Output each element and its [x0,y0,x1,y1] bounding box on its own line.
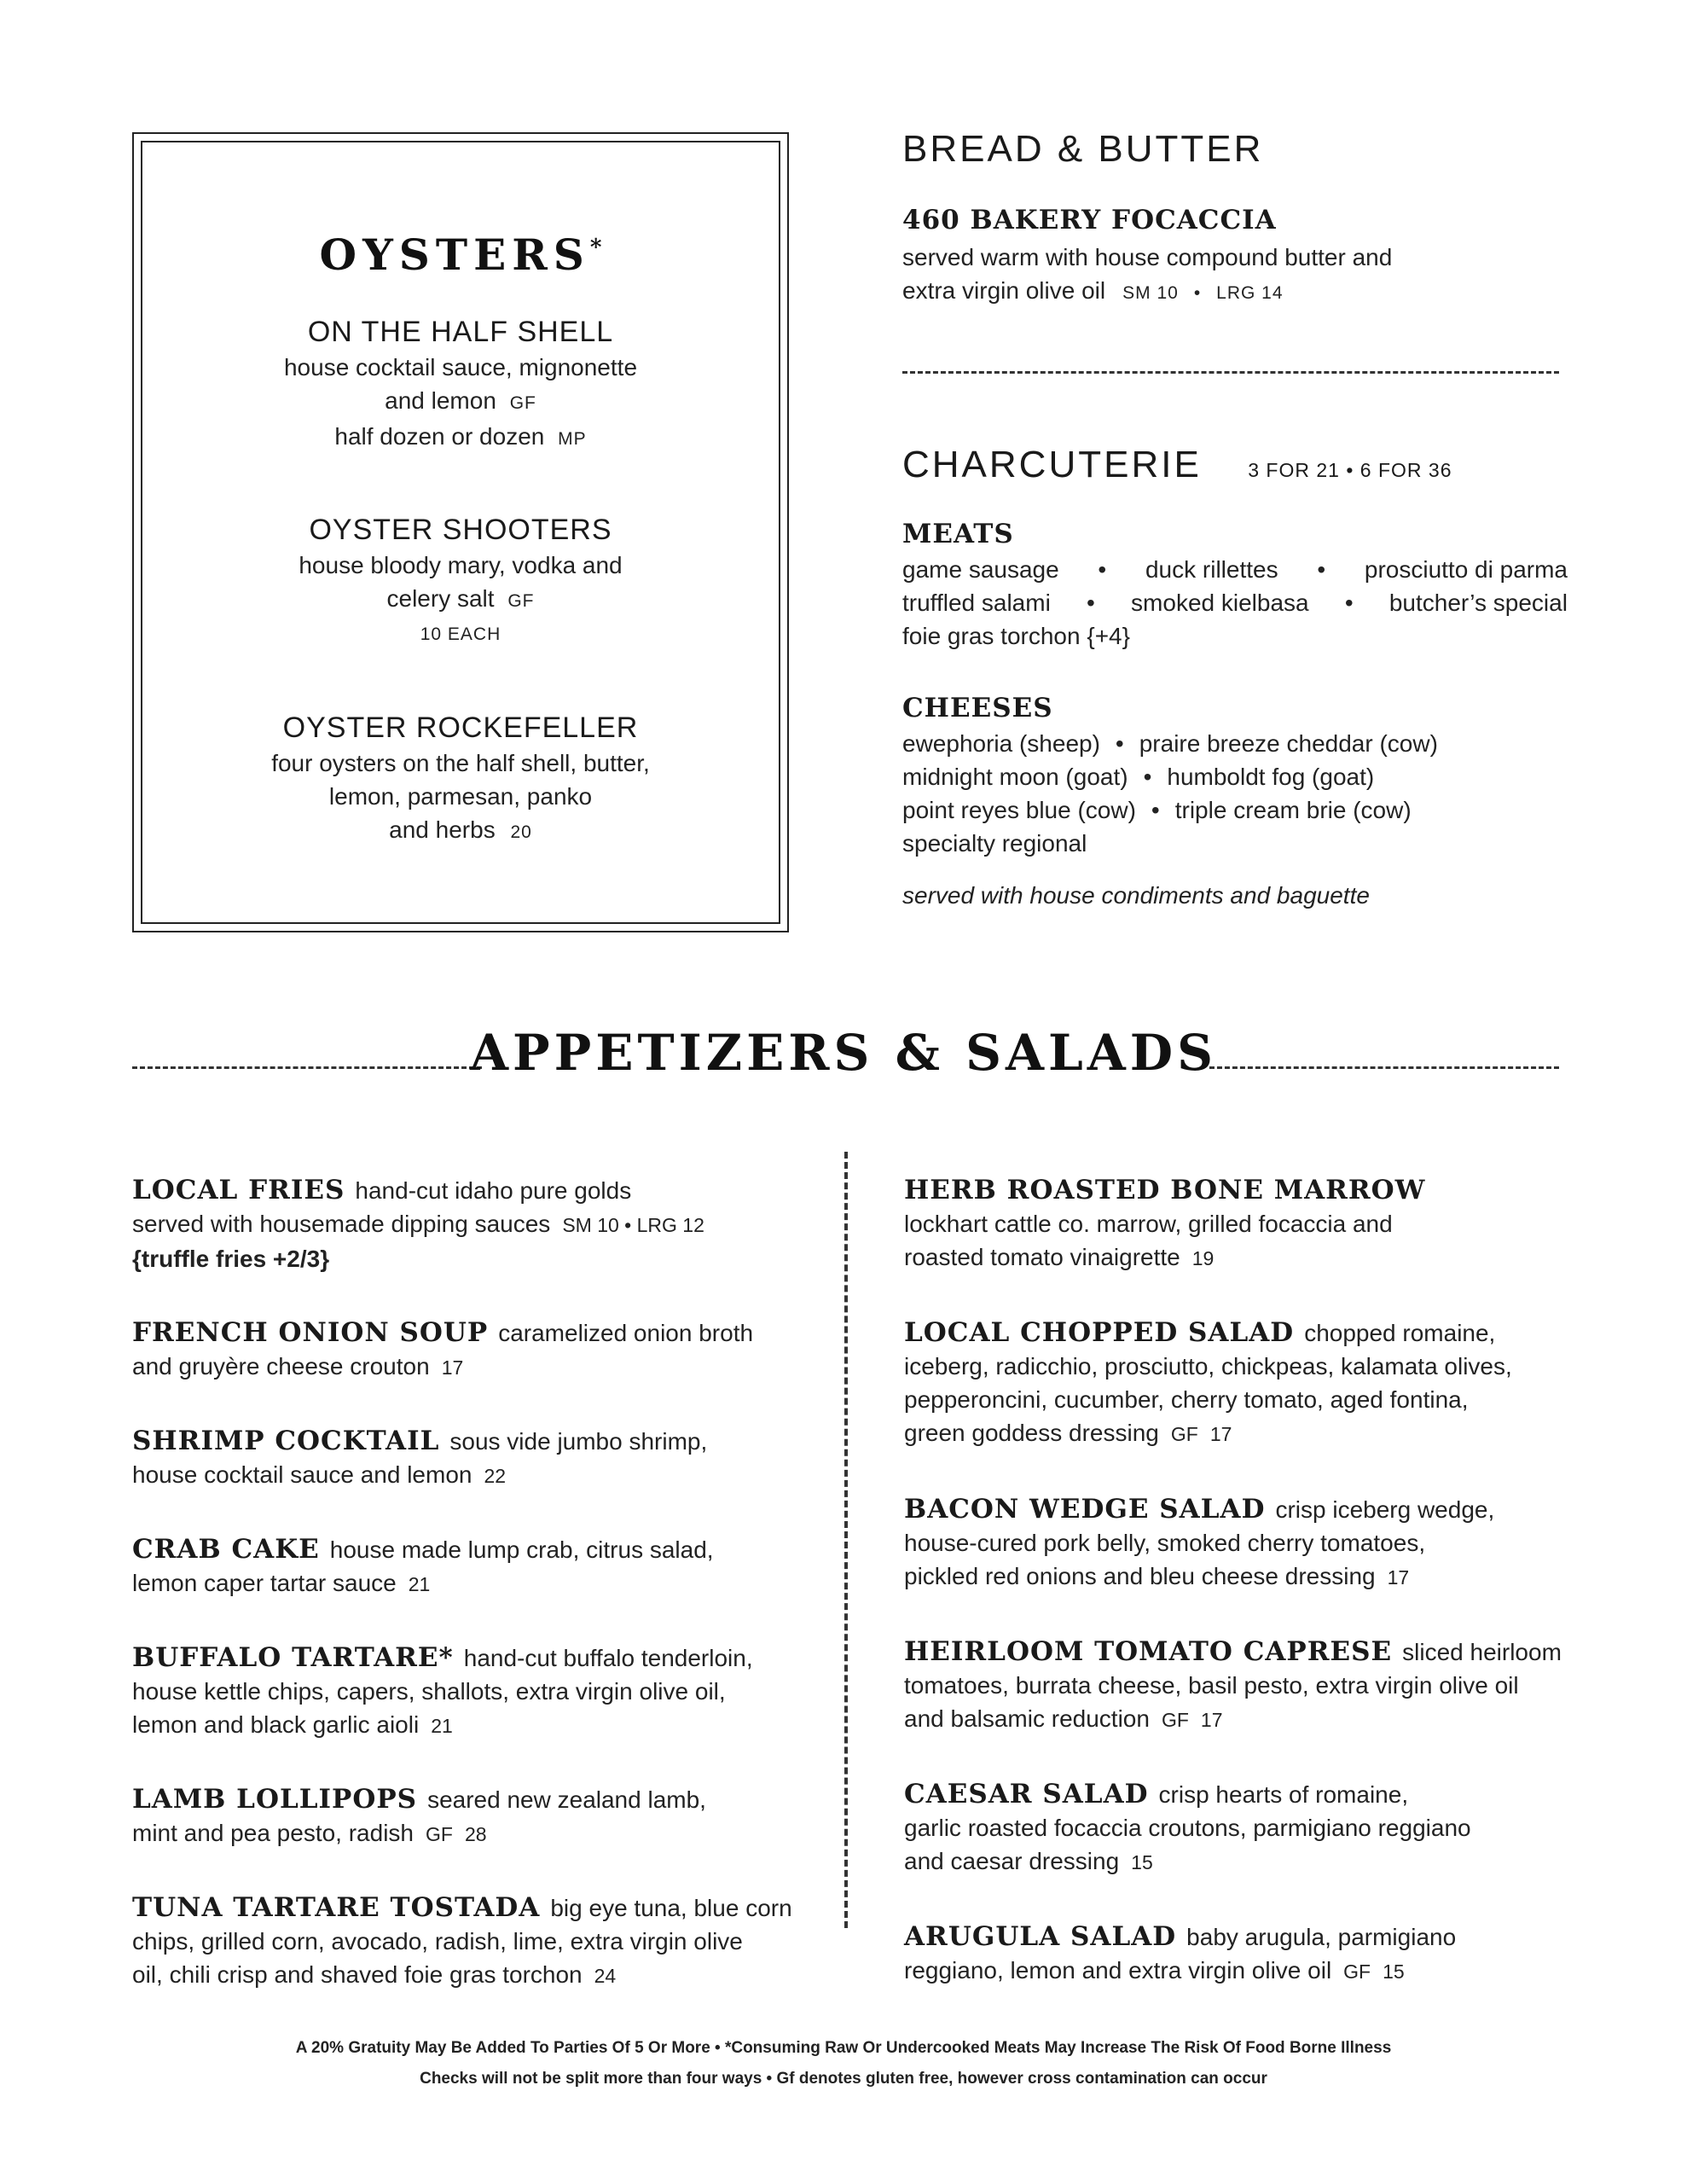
menu-item-french-onion-soup: FRENCH ONION SOUP caramelized onion broth and gruyère cheese crouton 17 [132,1317,754,1380]
meats-label: MEATS [902,519,1014,549]
menu-item-bone-marrow: HERB ROASTED BONE MARROW lockhart cattle co. marrow, grilled focaccia and roasted tomato vinaigrette 19 [904,1175,1426,1270]
footer-line-1: A 20% Gratuity May Be Added To Parties Of 5 Or More • *Consuming Raw Or Undercooked Meats May Increase The Risk Of Food Borne Illness [295,2039,1392,2057]
column-divider [844,1152,848,1928]
menu-item-arugula-salad: ARUGULA SALAD baby arugula, parmigiano reggiano, lemon and extra virgin olive oil GF 15 [904,1921,1457,1984]
focaccia-desc: served warm with house compound butter and extra virgin olive oil SM 10 • LRG 14 [902,244,1393,304]
oyster-item-shooters: OYSTER SHOOTERS house bloody mary, vodka and celery salt GF 10 EACH [299,514,623,644]
bread-divider [902,371,1559,374]
charcuterie-heading: CHARCUTERIE [902,444,1202,485]
menu-item-heirloom-tomato-caprese: HEIRLOOM TOMATO CAPRESE sliced heirloom tomatoes, burrata cheese, basil pesto, extra virgin olive oil and balsamic reduction GF 17 [904,1636,1562,1732]
footer-line-2: Checks will not be split more than four ways • Gf denotes gluten free, however cross contamination can occur [420,2070,1267,2088]
appetizers-title: APPETIZERS & SALADS [470,1024,1217,1082]
bread-heading: BREAD & BUTTER [902,128,1264,170]
oyster-item-half-shell: ON THE HALF SHELL house cocktail sauce, mignonette and lemon GF half dozen or dozen MP [283,316,638,450]
menu-item-crab-cake: CRAB CAKE house made lump crab, citrus salad, lemon caper tartar sauce 21 [132,1534,714,1596]
charcuterie-note: served with house condiments and baguette [902,882,1370,909]
meats-list: game sausage • duck rillettes • prosciutto di parma truffled salami • smoked kielbasa • butcher’s special foie gras torchon {+4} [902,556,1568,649]
menu-item-lamb-lollipops: LAMB LOLLIPOPS seared new zealand lamb, mint and pea pesto, radish GF 28 [132,1784,706,1846]
charcuterie-pricing: 3 FOR 21 • 6 FOR 36 [1248,459,1452,481]
menu-item-local-fries: LOCAL FRIES hand-cut idaho pure golds served with housemade dipping sauces SM 10 • LRG 12 {truffle fries +2/3} [132,1175,704,1272]
cheeses-label: CHEESES [902,693,1053,723]
appetizers-divider-right [1209,1066,1559,1069]
oysters-box [132,132,789,932]
menu-item-bacon-wedge-salad: BACON WEDGE SALAD crisp iceberg wedge, house-cured pork belly, smoked cherry tomatoes, pickled red onions and bleu cheese dressing 17 [904,1494,1495,1589]
focaccia-name: 460 BAKERY FOCACCIA [902,205,1277,235]
cheeses-list: ewephoria (sheep) • praire breeze cheddar (cow) midnight moon (goat) • humboldt fog (goat) point reyes blue (cow) • triple cream brie (cow) specialty regional [902,730,1438,857]
charcuterie-header [902,444,1452,486]
menu-item-tuna-tartare-tostada: TUNA TARTARE TOSTADA big eye tuna, blue corn chips, grilled corn, avocado, radish, lime, extra virgin olive oil, chili crisp and shaved foie gras torchon 24 [132,1892,792,1988]
menu-item-shrimp-cocktail: SHRIMP COCKTAIL sous vide jumbo shrimp, house cocktail sauce and lemon 22 [132,1426,708,1488]
oysters-title: OYSTERS* [319,229,602,280]
menu-item-local-chopped-salad: LOCAL CHOPPED SALAD chopped romaine, iceberg, radicchio, prosciutto, chickpeas, kalamata olives, pepperoncini, cucumber, cherry tomato, aged fontina, green goddess dressing GF 17 [904,1317,1512,1446]
oysters-inner-border [141,141,780,924]
menu-item-caesar-salad: CAESAR SALAD crisp hearts of romaine, garlic roasted focaccia croutons, parmigiano reggiano and caesar dressing 15 [904,1779,1471,1874]
oyster-item-rockefeller: OYSTER ROCKEFELLER four oysters on the half shell, butter, lemon, parmesan, panko and herbs 20 [271,712,650,843]
menu-item-buffalo-tartare: BUFFALO TARTARE* hand-cut buffalo tenderloin, house kettle chips, capers, shallots, extra virgin olive oil, lemon and black garlic aioli 21 [132,1642,753,1738]
